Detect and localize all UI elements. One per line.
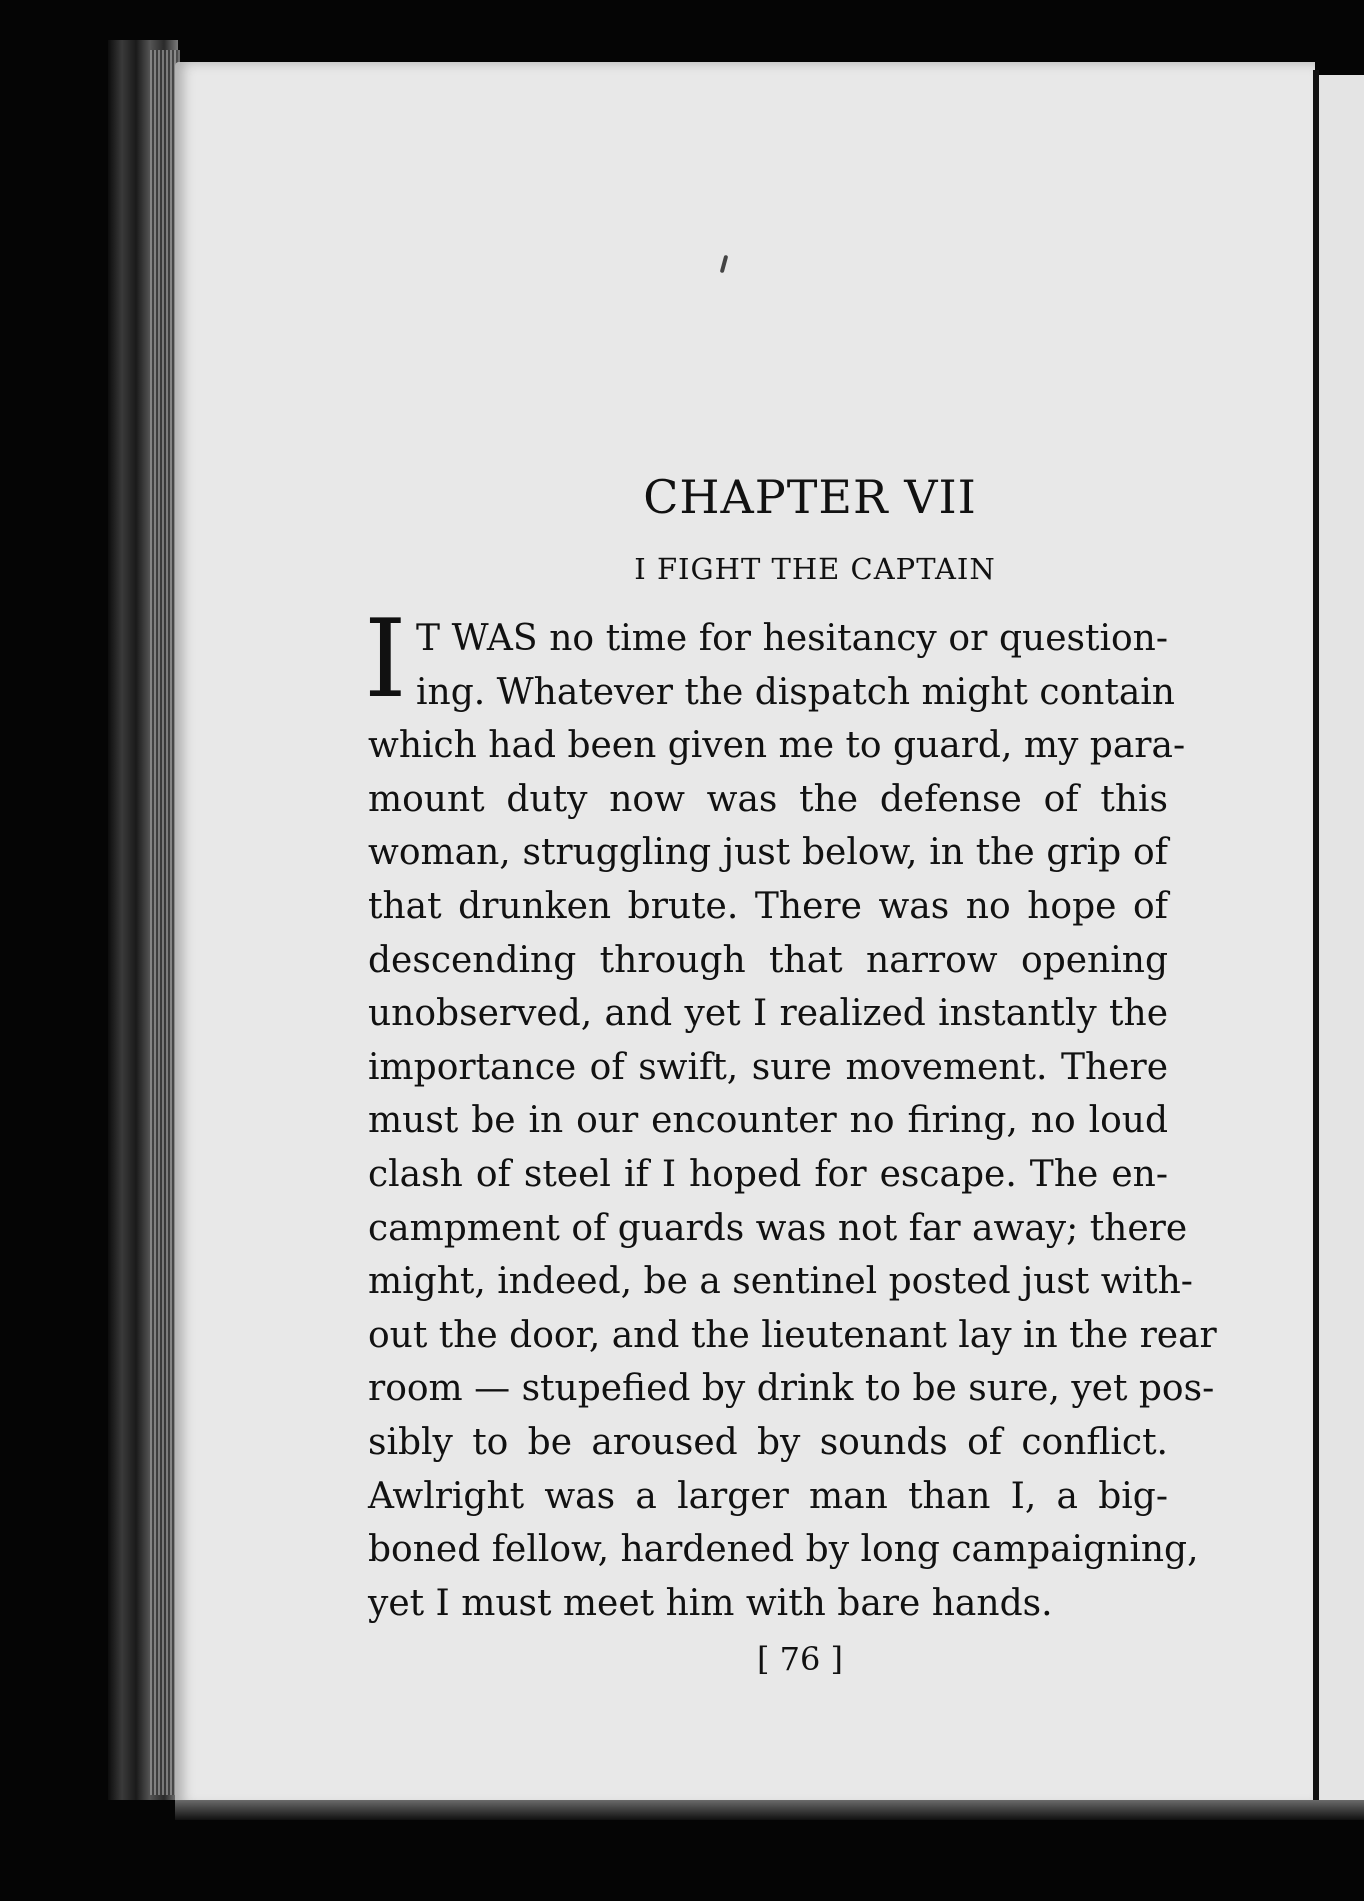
text-line: woman, struggling just below, in the grip of (368, 832, 1168, 874)
text-line: ing. Whatever the dispatch might contain (416, 671, 1175, 713)
page-bottom-shadow (175, 1800, 1364, 1820)
text-line: that drunken brute. There was no hope of (368, 885, 1168, 927)
text-line: boned fellow, hardened by long campaigning, (368, 1529, 1199, 1571)
drop-cap: I (364, 597, 407, 722)
text-line: importance of swift, sure movement. There (368, 1046, 1168, 1088)
chapter-subtitle: I FIGHT THE CAPTAIN (634, 552, 996, 586)
chapter-heading: CHAPTER VII (643, 470, 977, 524)
text-line: campment of guards was not far away; there (368, 1207, 1188, 1249)
text-line: out the door, and the lieutenant lay in the rear (368, 1314, 1217, 1356)
right-page-edge (1319, 75, 1364, 1810)
text-line: mount duty now was the defense of this (368, 778, 1168, 820)
text-line: must be in our encounter no firing, no loud (368, 1100, 1168, 1142)
text-line: room — stupefied by drink to be sure, yet pos- (368, 1368, 1215, 1410)
text-line: T WAS no time for hesitancy or question- (416, 618, 1168, 659)
body-text (368, 612, 1217, 1630)
text-line: sibly to be aroused by sounds of conflict. (368, 1421, 1168, 1463)
text-line: unobserved, and yet I realized instantly the (368, 993, 1168, 1035)
page-number: [ 76 ] (756, 1640, 844, 1678)
text-line: descending through that narrow opening (368, 939, 1168, 981)
text-line: clash of steel if I hoped for escape. The en- (368, 1153, 1168, 1195)
text-line: yet I must meet him with bare hands. (368, 1582, 1053, 1624)
text-line: Awlright was a larger man than I, a big- (368, 1475, 1168, 1517)
text-line: might, indeed, be a sentinel posted just with- (368, 1261, 1193, 1303)
text-line: which had been given me to guard, my para- (368, 725, 1186, 767)
